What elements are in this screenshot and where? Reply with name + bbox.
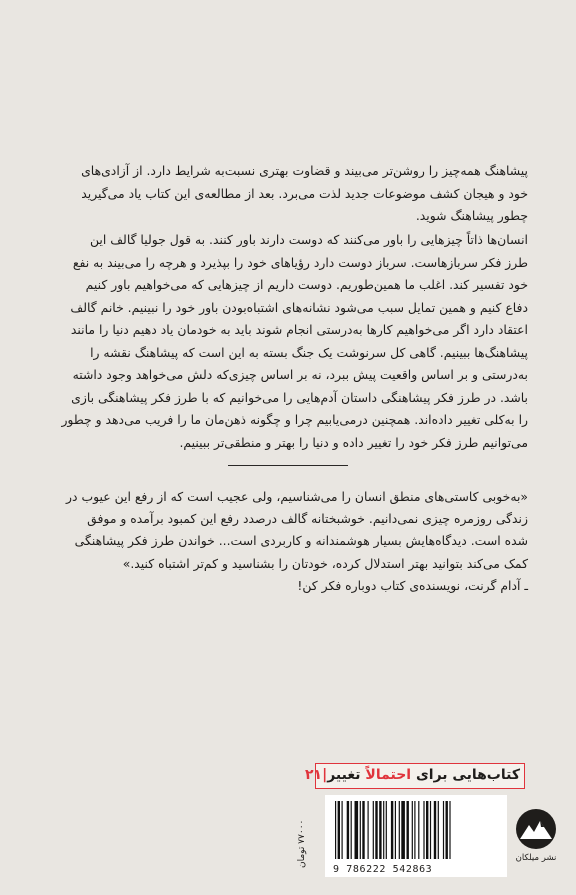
text-line: زندگی روزمره چیزی نمی‌دانیم. خوشبختانه گالف درصدد رفع این کمبود برآمده و موفق [87,511,528,527]
barcode-digits: 9 786222 542863 [333,864,433,875]
barcode-bar [383,801,384,859]
barcode-bar [355,801,359,859]
barcode-bar [342,801,343,859]
series-number: ۲۱ [305,767,323,783]
barcode-bar [338,801,340,859]
barcode-bar [423,801,424,859]
text-line: طرز فکر سربازهاست. سرباز دوست دارد رؤیاهای خود را بپذیرد و هرچه را می‌بیند به نفع [72,254,528,270]
text-line: پیشاهنگ‌ها ببینیم. گاهی کل سرنوشت یک جنگ بسته به این است که پیشاهنگ نقشه را [90,344,528,360]
barcode-bars [333,801,501,859]
barcode-bar [430,801,431,859]
text-line: کمک می‌کند بتوانید بهتر استدلال کرده، خودتان را بشناسید و کم‌تر اشتباه کنید.» [122,555,528,571]
text-line: شده است. دیدگاه‌هایش بسیار هوشمندانه و کاربردی است... خواندن طرز فکر پیشاهنگی [74,533,528,549]
barcode-bar [449,801,450,859]
barcode-bar [375,801,377,859]
barcode-bar [347,801,349,859]
text-line: اعتقاد دارد اگر می‌خواهیم کارها به‌درستی انجام شوند باید به خودمان یاد دهیم دنیا را مانند [70,322,528,337]
text-line: خود و هیجان کشف موضوعات جدید لذت می‌برد. بعد از مطالعه‌ی این کتاب یاد می‌گیرید [81,185,528,201]
text-line: دفاع کنیم و همین تمایل سبب می‌شود نشانه‌های اشتباه‌بودن باور خود را نبینیم. خانم گالف [70,299,528,315]
barcode-bar [426,801,428,859]
barcode-bar [395,801,396,859]
barcode-bar [391,801,393,859]
intro-paragraph [81,160,528,228]
barcode-bar [401,801,405,859]
text-line: را به‌کلی تغییر داده‌اند. همچنین درمی‌یابیم چرا و چگونه ذهن‌مان ما را فریب می‌دهد و چطور [61,412,528,427]
barcode-bar [373,801,374,859]
text-line: ـ آدام گرنت، نویسنده‌ی کتاب دوباره فکر کن! [297,577,528,593]
barcode-bar [362,801,364,859]
summary-paragraph [61,229,528,454]
endorsement-quote [66,486,528,597]
barcode-bar [379,801,381,859]
publisher-name: نشر میلکان [515,853,557,863]
mountain-icon [514,805,558,853]
isbn-barcode [325,795,507,877]
text-line: چطور پیشاهنگ شوید. [415,208,528,223]
barcode-bar [360,801,361,859]
text-line: خود تفسیر کند. اغلب ما همین‌طوریم. دوست داریم از چیزهایی که می‌خواهیم باور کنیم [85,277,528,292]
publisher-logo [514,805,558,869]
barcode-bar [446,801,448,859]
text-line: می‌توانیم طرز فکر خود را تغییر داده و دنیا را بهتر و منطقی‌تر ببینیم. [179,434,528,450]
series-highlight: احتمالاً [365,767,412,783]
text-line: به‌درستی و بر اساس واقعیت پیش ببرد، نه بر اساس چیزی‌که دلش می‌خواهد وجود داشته [72,367,528,382]
text-line: انسان‌ها ذاتاً چیزهایی را باور می‌کنند که دوست دارند باور کنند. به قول جولیا گالف این [89,232,528,247]
price-label: ۷۷۰۰۰ تومان [297,819,307,868]
series-prefix: کتاب‌هایی برای [415,767,520,783]
section-divider [228,465,348,466]
barcode-bar [386,801,387,859]
series-suffix: تغییر [327,767,361,783]
text-line: پیشاهنگ همه‌چیز را روشن‌تر می‌بیند و قضاوت بهتری نسبت‌به شرایط دارد. از آزادی‌های [81,163,528,178]
text-line: «به‌خوبی کاستی‌های منطق انسان را می‌شناسیم، ولی عجیب است که از رفع این عیوب در [66,489,528,504]
barcode-bar [335,801,336,859]
barcode-bar [443,801,444,859]
barcode-bar [412,801,413,859]
barcode-bar [438,801,439,859]
barcode-bar [368,801,369,859]
barcode-bar [399,801,400,859]
series-label: کتاب‌هایی برای احتمالاً تغییر|۲۱ [315,763,525,789]
barcode-bar [418,801,419,859]
barcode-bar [414,801,415,859]
text-line: باشد. در طرز فکر پیشاهنگی داستان آدم‌هایی را می‌خوانیم که با طرز فکر پیشاهنگی بازی [71,389,528,405]
barcode-bar [407,801,409,859]
barcode-bar [351,801,352,859]
barcode-bar [434,801,436,859]
